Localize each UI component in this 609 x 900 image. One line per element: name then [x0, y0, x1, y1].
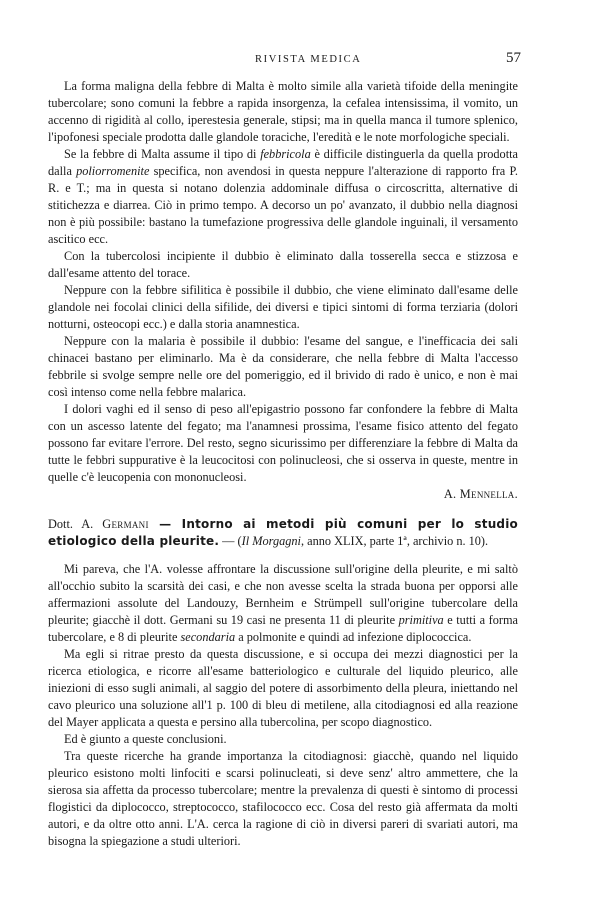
paragraph: Neppure con la malaria è possibile il dubbio: l'esame del sangue, e l'inefficacia dei sali chinacei bastano per eliminarlo. Ma è da considerare, che nella febbre di Malta l'accesso febbrile si svolge sempre nelle ore del pomeriggio, ed il brivido di rado è unico, e non è mai così intenso come nella febbre malarica.: [48, 334, 518, 399]
text-run: a polmonite e quindi ad infezione diplococcica.: [235, 630, 472, 644]
article-pleurisy-review: [48, 561, 518, 850]
review-title: — Intorno ai metodi più comuni per lo studio etiologico della pleurite.: [48, 517, 518, 548]
page-header: [0, 50, 609, 70]
paragraph: I dolori vaghi ed il senso di peso all'epigastrio possono far confondere la febbre di Malta con un ascesso latente del fegato; ma l'anamnesi prossima, l'esame fisico attento del fegato possono far evitare l'errore. Del resto, segno sicurissimo per differenziare la febbre di Malta da tutte le febbri suppurative è la leucocitosi con polinucleosi, che si osserva in queste, mentre in quelle c'è leucopenia con mononucleosi.: [48, 402, 518, 484]
paragraph: Ed è giunto a queste conclusioni.: [64, 732, 227, 746]
journal-name: Il Morgagni: [241, 534, 301, 548]
review-heading: [48, 516, 518, 550]
italic-term: poliorromenite: [76, 164, 150, 178]
author-signature: A. Mennella.: [443, 487, 518, 501]
text-run: è difficile distinguerla da quella prodotta dalla: [48, 147, 518, 178]
paragraph: Tra queste ricerche ha grande importanza la citodiagnosi: giacchè, quando nel liquido pleurico esistono molti linfociti e scarsi polinucleati, si deve senz' altro ammettere, che la sierosa sia affetta da processo tubercolare; mentre la prevalenza di questi è sintomo di processi flogistici da diplococco, streptococco, stafilococco ecc. Cosa del resto già affermata da molti autori, e da oltre otto anni. L'A. cerca la ragione di ciò in diversi pareri di svariati autori, ma bisogna la spiegazione a studi ulteriori.: [48, 749, 518, 848]
article-malta-fever: [48, 78, 518, 503]
paragraph: La forma maligna della febbre di Malta è molto simile alla varietà tifoide della meningite tubercolare; sono comuni la febbre a rapida insorgenza, la cefalea intensissima, il vomito, un accenno di rigidità al collo, iperestesia generale, stipsi; ma in quella manca il tumore splenico, l'ipofonesi speciale prodotta dalle glandole toraciche, l'eredità e le note morfologiche speciali.: [48, 79, 518, 144]
page-number: 57: [506, 50, 521, 66]
text-run: Mi pareva, che l'A. volesse affrontare la discussione sull'origine della pleurite, e mi saltò all'occhio subito la scarsità dei casi, e che non avesse scelta la strada buona per opporsi alle affermazioni assolute del Landouzy, Bernheim e Strümpell sull'origine tubercolare della pleurite; giacchè il dott. Germani su 19 casi ne presenta 11 di pleurite: [48, 562, 518, 627]
paragraph: Neppure con la febbre sifilitica è possibile il dubbio, che viene eliminato dall'esame delle glandole nei focolai clinici della sifilide, dei diversi e tipici sintomi di forma terziaria (dolori notturni, osteocopi ecc.) e dalla storia anamnestica.: [48, 283, 518, 331]
page-body: [48, 78, 518, 850]
text-run: specifica, non avendosi in questa neppure l'alterazione di rapporto fra P. R. e T.; ma in questa si notano dolenzia addominale diffusa o circoscritta, alternative di stitichezza e diarrea. Ciò in primo tempo. A decorso un po' avanzato, il dubbio nella diagnosi non è più possibile: bastano la tumefazione progressiva delle glandole inguinali, il versamento ascitico ecc.: [48, 164, 518, 246]
italic-term: primitiva: [398, 613, 444, 627]
author-name: Germani: [102, 517, 149, 531]
text-run: — (: [219, 534, 242, 548]
text-run: , anno XLIX, parte 1ª, archivio n. 10).: [300, 534, 489, 548]
italic-term: secondaria: [180, 630, 236, 644]
paragraph: [48, 561, 518, 646]
author-prefix: Dott. A.: [48, 517, 103, 531]
text-run: Se la febbre di Malta assume il tipo di: [64, 147, 261, 161]
running-title: RIVISTA MEDICA: [255, 54, 362, 65]
italic-term: febbricola: [260, 147, 311, 161]
text-run: e tutti a forma tubercolare, e 8 di pleurite: [48, 613, 518, 644]
paragraph: [48, 146, 518, 248]
paragraph: Ma egli si ritrae presto da questa discussione, e si occupa dei mezzi diagnostici per la ricerca etiologica, e ricorre all'esame batteriologico e culturale del liquido pleurico, alle iniezioni di esso sugli animali, al saggio del potere di assorbimento della pleura, iniettando nel cavo pleurico una soluzione all'1 p. 100 di bleu di metilene, alla citodiagnosi ed alla reazione del Mayer applicata a questa e persino alla tubercolina, per scopo diagnostico.: [48, 647, 518, 729]
paragraph: Con la tubercolosi incipiente il dubbio è eliminato dalla tosserella secca e stizzosa e dall'esame attento del torace.: [48, 249, 518, 280]
review-citation: [48, 516, 518, 550]
